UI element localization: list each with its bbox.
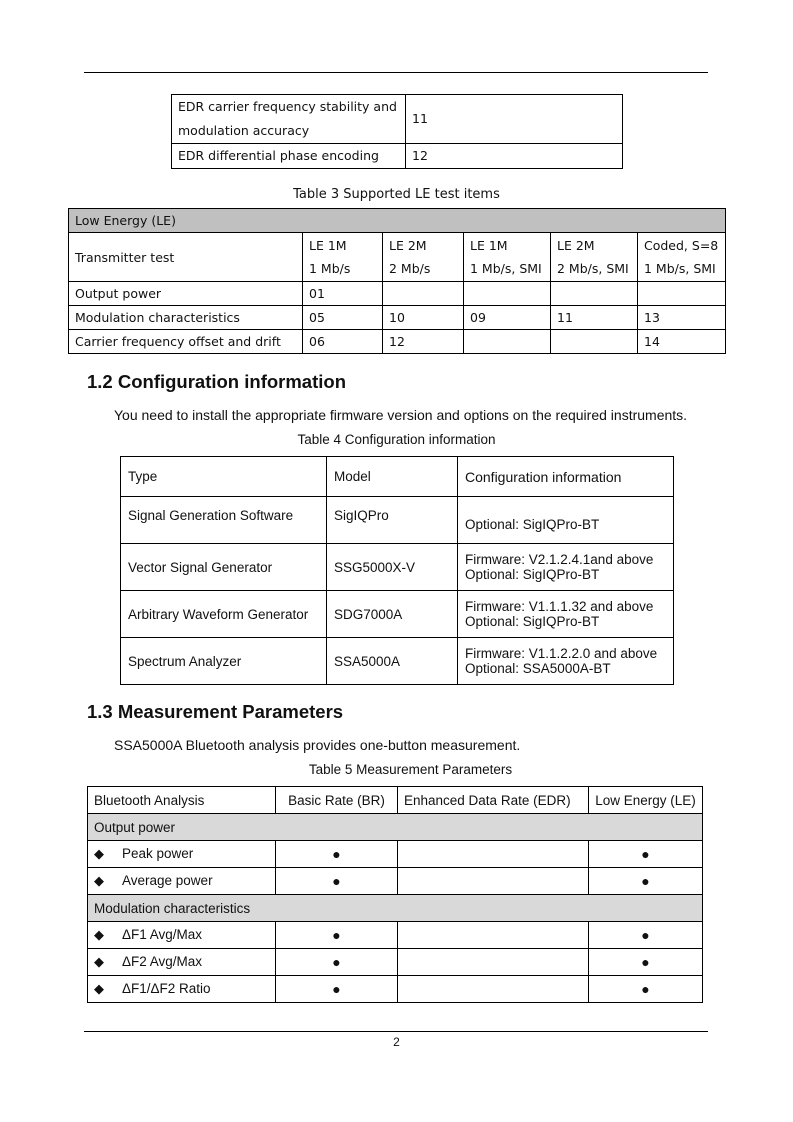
parameter-label: ΔF1 Avg/Max — [122, 927, 203, 942]
table-row — [69, 306, 726, 330]
cell-text: EDR carrier frequency stability and — [178, 99, 397, 114]
table-header-row — [88, 787, 703, 814]
table-row — [69, 330, 726, 354]
edr-support-cell — [398, 868, 589, 895]
table-cell — [551, 330, 638, 354]
model-cell: SSA5000A — [327, 638, 458, 685]
parameter-cell — [88, 976, 276, 1003]
table-header-row — [121, 457, 674, 497]
page-number: 2 — [393, 1035, 400, 1049]
table-cell: 05 — [303, 306, 383, 330]
column-header — [383, 233, 464, 282]
parameter-cell — [88, 922, 276, 949]
parameter-label: ΔF1/ΔF2 Ratio — [122, 981, 211, 996]
config-line: Optional: SigIQPro-BT — [465, 516, 600, 532]
config-cell — [458, 638, 674, 685]
le-support-dot-icon: ● — [589, 922, 703, 949]
table-cell: 14 — [638, 330, 726, 354]
br-support-dot-icon: ● — [276, 949, 398, 976]
column-header: Type — [121, 457, 327, 497]
column-header-line1: LE 1M — [309, 238, 347, 253]
column-header-line2: 1 Mb/s, SMI — [470, 261, 542, 276]
parameter-label: Average power — [122, 873, 213, 888]
column-header — [638, 233, 726, 282]
parameter-cell — [88, 868, 276, 895]
column-header — [464, 233, 551, 282]
column-header — [303, 233, 383, 282]
edr-support-cell — [398, 976, 589, 1003]
footer-rule — [84, 1031, 708, 1032]
parameter-cell — [88, 841, 276, 868]
column-header: Configuration information — [458, 457, 674, 497]
config-line: Firmware: V1.1.2.2.0 and above — [465, 646, 658, 661]
column-header: Basic Rate (BR) — [276, 787, 398, 814]
column-header: Model — [327, 457, 458, 497]
table-row — [121, 638, 674, 685]
model-cell: SigIQPro — [327, 497, 458, 544]
column-header: Low Energy (LE) — [589, 787, 703, 814]
table-cell: 09 — [464, 306, 551, 330]
column-header-line1: LE 2M — [389, 238, 427, 253]
table-cell — [551, 282, 638, 306]
edr-support-cell — [398, 841, 589, 868]
row-label: Output power — [69, 282, 303, 306]
table-row — [172, 144, 623, 169]
table-cell — [383, 282, 464, 306]
config-line: Firmware: V2.1.2.4.1and above — [465, 552, 654, 567]
table-row — [69, 282, 726, 306]
br-support-dot-icon: ● — [276, 868, 398, 895]
model-cell: SDG7000A — [327, 591, 458, 638]
diamond-bullet-icon: ◆ — [94, 846, 104, 861]
edr-test-items-table-continued — [171, 94, 623, 169]
table-cell: 13 — [638, 306, 726, 330]
table-section-row — [88, 814, 703, 841]
cell-text: modulation accuracy — [178, 123, 310, 138]
table-cell: 12 — [383, 330, 464, 354]
section-title-output-power: Output power — [88, 814, 703, 841]
column-header-line1: Coded, S=8 — [644, 238, 719, 253]
column-header-line1: LE 2M — [557, 238, 595, 253]
column-header-line1: LE 1M — [470, 238, 508, 253]
config-line: Optional: SigIQPro-BT — [465, 567, 600, 582]
model-cell: SSG5000X-V — [327, 544, 458, 591]
section-intro-configuration: You need to install the appropriate firmware version and options on the required instruments. — [114, 407, 688, 423]
column-header-line2: 1 Mb/s, SMI — [644, 261, 716, 276]
table-cell — [638, 282, 726, 306]
le-support-dot-icon: ● — [589, 949, 703, 976]
diamond-bullet-icon: ◆ — [94, 981, 104, 996]
le-test-items-table — [68, 208, 726, 354]
table-cell: EDR differential phase encoding — [172, 144, 406, 169]
table-row — [121, 497, 674, 544]
table-row — [88, 868, 703, 895]
le-support-dot-icon: ● — [589, 976, 703, 1003]
table-row — [88, 976, 703, 1003]
group-header-low-energy: Low Energy (LE) — [69, 209, 726, 233]
table4-caption: Table 4 Configuration information — [297, 432, 496, 447]
table-cell: 06 — [303, 330, 383, 354]
parameter-label: ΔF2 Avg/Max — [122, 954, 203, 969]
configuration-table — [120, 456, 674, 685]
br-support-dot-icon: ● — [276, 922, 398, 949]
type-cell: Vector Signal Generator — [121, 544, 327, 591]
config-cell — [458, 497, 674, 544]
section-intro-measurement: SSA5000A Bluetooth analysis provides one-button measurement. — [114, 737, 521, 753]
measurement-parameters-table — [87, 786, 703, 1003]
config-line: Firmware: V1.1.1.32 and above — [465, 599, 654, 614]
type-cell: Signal Generation Software — [121, 497, 327, 544]
table-cell: 11 — [406, 95, 623, 144]
parameter-label: Peak power — [122, 846, 194, 861]
column-header-line2: 2 Mb/s — [389, 261, 431, 276]
type-cell: Spectrum Analyzer — [121, 638, 327, 685]
table-row — [88, 922, 703, 949]
column-header-line2: 2 Mb/s, SMI — [557, 261, 629, 276]
table-group-header-row — [69, 209, 726, 233]
table-cell: 12 — [406, 144, 623, 169]
table-row — [88, 841, 703, 868]
br-support-dot-icon: ● — [276, 841, 398, 868]
le-support-dot-icon: ● — [589, 868, 703, 895]
edr-support-cell — [398, 949, 589, 976]
table-cell — [464, 330, 551, 354]
row-label: Modulation characteristics — [69, 306, 303, 330]
table-cell — [464, 282, 551, 306]
config-cell — [458, 544, 674, 591]
column-header-line2: 1 Mb/s — [309, 261, 351, 276]
table-cell — [172, 95, 406, 144]
diamond-bullet-icon: ◆ — [94, 927, 104, 942]
table-cell: 11 — [551, 306, 638, 330]
config-line: Optional: SigIQPro-BT — [465, 614, 600, 629]
type-cell: Arbitrary Waveform Generator — [121, 591, 327, 638]
edr-support-cell — [398, 922, 589, 949]
table-header-row — [69, 233, 726, 282]
table-row — [88, 949, 703, 976]
table-cell: 10 — [383, 306, 464, 330]
table-row — [121, 544, 674, 591]
config-cell — [458, 591, 674, 638]
column-header: Bluetooth Analysis — [88, 787, 276, 814]
table-row — [121, 591, 674, 638]
config-line: Optional: SSA5000A-BT — [465, 661, 611, 676]
table-row — [172, 95, 623, 144]
table5-caption: Table 5 Measurement Parameters — [308, 762, 513, 777]
section-heading-measurement: 1.3 Measurement Parameters — [87, 701, 344, 722]
parameter-cell — [88, 949, 276, 976]
column-header: Enhanced Data Rate (EDR) — [398, 787, 589, 814]
row-label: Carrier frequency offset and drift — [69, 330, 303, 354]
br-support-dot-icon: ● — [276, 976, 398, 1003]
table-cell: 01 — [303, 282, 383, 306]
table3-caption: Table 3 Supported LE test items — [293, 187, 500, 202]
table-section-row — [88, 895, 703, 922]
section-heading-configuration: 1.2 Configuration information — [87, 371, 346, 392]
diamond-bullet-icon: ◆ — [94, 954, 104, 969]
header-rule — [84, 72, 708, 73]
le-support-dot-icon: ● — [589, 841, 703, 868]
column-header — [551, 233, 638, 282]
row-header-label: Transmitter test — [69, 233, 303, 282]
section-title-modulation: Modulation characteristics — [88, 895, 703, 922]
diamond-bullet-icon: ◆ — [94, 873, 104, 888]
